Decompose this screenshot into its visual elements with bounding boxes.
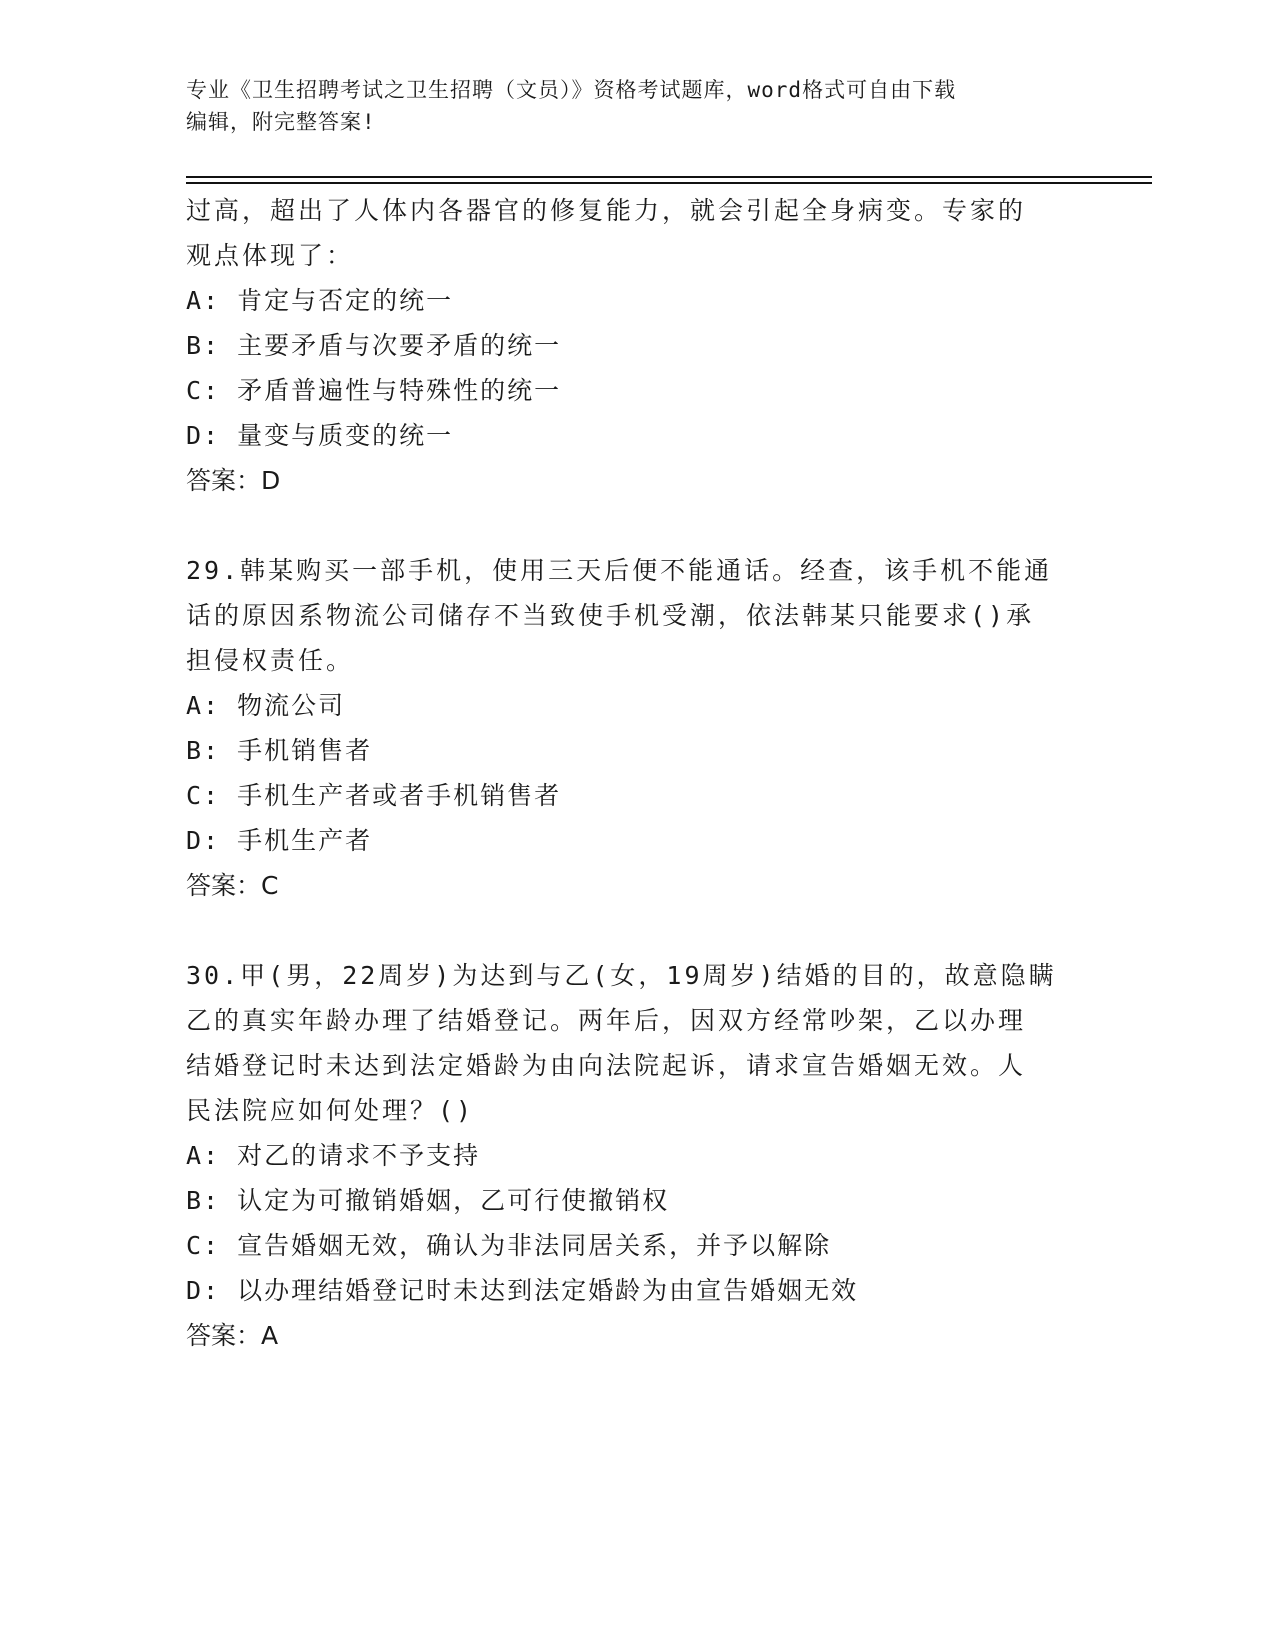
question-29-stem-line: 担侵权责任。 [186, 646, 355, 675]
header-divider-top [186, 176, 1152, 178]
question-30-option-a: A: 对乙的请求不予支持 [186, 1141, 481, 1170]
question-spacer [186, 908, 1086, 953]
document-header [186, 74, 1086, 138]
question-29-stem-line: 话的原因系物流公司储存不当致使手机受潮，依法韩某只能要求()承 [186, 601, 1035, 630]
question-29-option-b: B: 手机销售者 [186, 736, 373, 765]
question-28-option-d: D: 量变与质变的统一 [186, 421, 454, 450]
header-title-line-1: 专业《卫生招聘考试之卫生招聘（文员）》资格考试题库，word格式可自由下载 [186, 78, 957, 102]
question-30-option-d: D: 以办理结婚登记时未达到法定婚龄为由宣告婚姻无效 [186, 1276, 859, 1305]
question-30 [186, 953, 1086, 1358]
question-30-stem-line: 30.甲(男，22周岁)为达到与乙(女，19周岁)结婚的目的，故意隐瞒 [186, 961, 1057, 990]
question-30-stem-line: 民法院应如何处理？() [186, 1096, 475, 1125]
question-30-stem-line: 结婚登记时未达到法定婚龄为由向法院起诉，请求宣告婚姻无效。人 [186, 1051, 1027, 1080]
question-30-answer: 答案：A [186, 1321, 279, 1350]
question-29-option-a: A: 物流公司 [186, 691, 346, 720]
question-spacer [186, 503, 1086, 548]
question-28-option-a: A: 肯定与否定的统一 [186, 286, 454, 315]
question-29-option-c: C: 手机生产者或者手机销售者 [186, 781, 562, 810]
question-29-option-d: D: 手机生产者 [186, 826, 373, 855]
question-29-stem-line: 29.韩某购买一部手机，使用三天后便不能通话。经查，该手机不能通 [186, 556, 1053, 585]
question-list [186, 188, 1086, 1358]
question-28-stem-line: 观点体现了： [186, 241, 355, 270]
question-28-option-b: B: 主要矛盾与次要矛盾的统一 [186, 331, 562, 360]
question-28-answer: 答案：D [186, 466, 281, 495]
question-30-option-c: C: 宣告婚姻无效，确认为非法同居关系，并予以解除 [186, 1231, 832, 1260]
header-divider-bottom [186, 182, 1152, 184]
question-29 [186, 548, 1086, 908]
question-28-option-c: C: 矛盾普遍性与特殊性的统一 [186, 376, 562, 405]
question-28-stem-line: 过高，超出了人体内各器官的修复能力，就会引起全身病变。专家的 [186, 196, 1027, 225]
question-28 [186, 188, 1086, 503]
question-30-option-b: B: 认定为可撤销婚姻，乙可行使撤销权 [186, 1186, 670, 1215]
header-title-line-2: 编辑，附完整答案! [186, 110, 376, 134]
question-30-stem-line: 乙的真实年龄办理了结婚登记。两年后，因双方经常吵架，乙以办理 [186, 1006, 1027, 1035]
question-29-answer: 答案：C [186, 871, 279, 900]
